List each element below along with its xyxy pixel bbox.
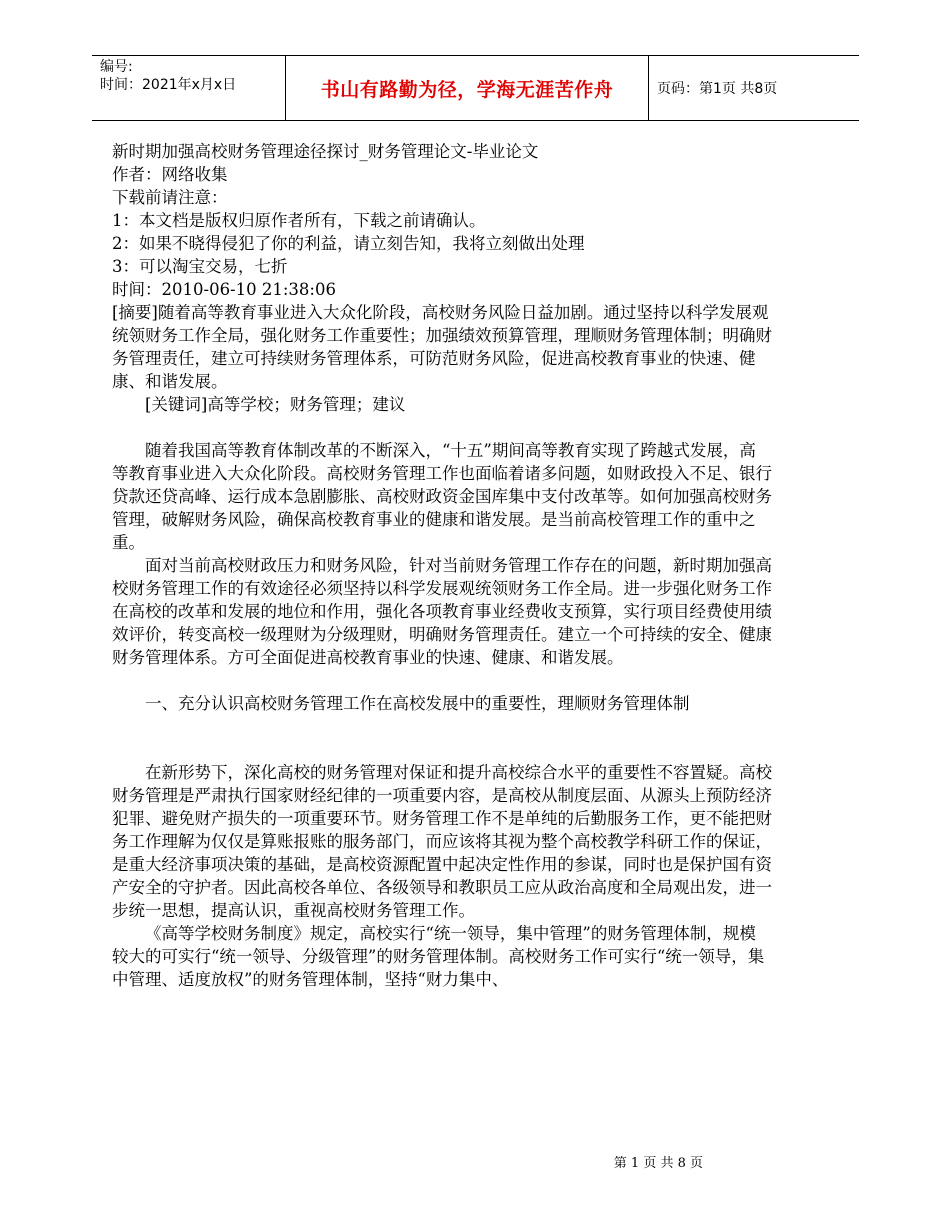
- header-time: 时间：2021年x月x日: [100, 77, 237, 93]
- keywords: [关键词]高等学校；财务管理；建议: [145, 395, 406, 414]
- document-body: [112, 140, 772, 991]
- header-number-label: 编号:: [100, 59, 133, 75]
- paragraph-4: 《高等学校财务制度》规定，高校实行“统一领导，集中管理”的财务管理体制，规模较大的可实行“统一领导、分级管理”的财务管理体制。高校财务工作可实行“统一领导，集中管理、适度放权”的财务管理体制，坚持“财力集中、: [112, 924, 765, 989]
- paragraph-1: 随着我国高等教育体制改革的不断深入，“十五”期间高等教育实现了跨越式发展，高等教育事业进入大众化阶段。高校财务管理工作也面临着诸多问题，如财政投入不足、银行贷款还贷高峰、运行成本急剧膨胀、高校财政资金国库集中支付改革等。如何加强高校财务管理，破解财务风险，确保高校教育事业的健康和谐发展。是当前高校管理工作的重中之重。: [112, 441, 772, 552]
- notice-item-3: 3：可以淘宝交易，七折: [112, 257, 288, 276]
- notice-item-2: 2：如果不晓得侵犯了你的利益，请立刻告知，我将立刻做出处理: [112, 234, 585, 253]
- notice-item-1: 1：本文档是版权归原作者所有，下载之前请确认。: [112, 211, 486, 230]
- doc-author: 作者：网络收集: [112, 165, 228, 184]
- abstract: [摘要]随着高等教育事业进入大众化阶段，高校财务风险日益加剧。通过坚持以科学发展观统领财务工作全局，强化财务工作重要性；加强绩效预算管理，理顺财务管理体制；明确财务管理责任，建立可持续财务管理体系，可防范财务风险，促进高校教育事业的快速、健康、和谐发展。: [112, 303, 772, 391]
- header-page-info: 页码：第1页 共8页: [657, 81, 778, 97]
- paragraph-2: 面对当前高校财政压力和财务风险，针对当前财务管理工作存在的问题，新时期加强高校财务管理工作的有效途径必须坚持以科学发展观统领财务工作全局。进一步强化财务工作在高校的改革和发展的地位和作用，强化各项教育事业经费收支预算，实行项目经费使用绩效评价，转变高校一级理财为分级理财，明确财务管理责任。建立一个可持续的安全、健康财务管理体系。方可全面促进高校教育事业的快速、健康、和谐发展。: [112, 556, 772, 667]
- header-motto: 书山有路勤为径，学海无涯苦作舟: [320, 78, 614, 101]
- doc-time: 时间：2010-06-10 21:38:06: [112, 280, 336, 299]
- page-footer: [0, 1152, 950, 1171]
- header-motto-cell: [285, 56, 649, 120]
- header-meta: [92, 56, 285, 120]
- footer-page-number: 第 1 页 共 8 页: [613, 1156, 703, 1171]
- header-page-cell: [649, 56, 859, 120]
- notice-heading: 下载前请注意：: [112, 188, 228, 207]
- paragraph-3: 在新形势下，深化高校的财务管理对保证和提升高校综合水平的重要性不容置疑。高校财务管理是严肃执行国家财经纪律的一项重要内容，是高校从制度层面、从源头上预防经济犯罪、避免财产损失的一项重要环节。财务管理工作不是单纯的后勤服务工作，更不能把财务工作理解为仅仅是算账报账的服务部门，而应该将其视为整个高校教学科研工作的保证，是重大经济事项决策的基础，是高校资源配置中起决定性作用的参谋，同时也是保护国有资产安全的守护者。因此高校各单位、各级领导和教职员工应从政治高度和全局观出发，进一步统一思想，提高认识，重视高校财务管理工作。: [112, 763, 772, 920]
- page-header: [92, 55, 859, 121]
- doc-title: 新时期加强高校财务管理途径探讨_财务管理论文-毕业论文: [112, 142, 539, 161]
- section-heading-1: 一、充分认识高校财务管理工作在高校发展中的重要性，理顺财务管理体制: [145, 694, 690, 713]
